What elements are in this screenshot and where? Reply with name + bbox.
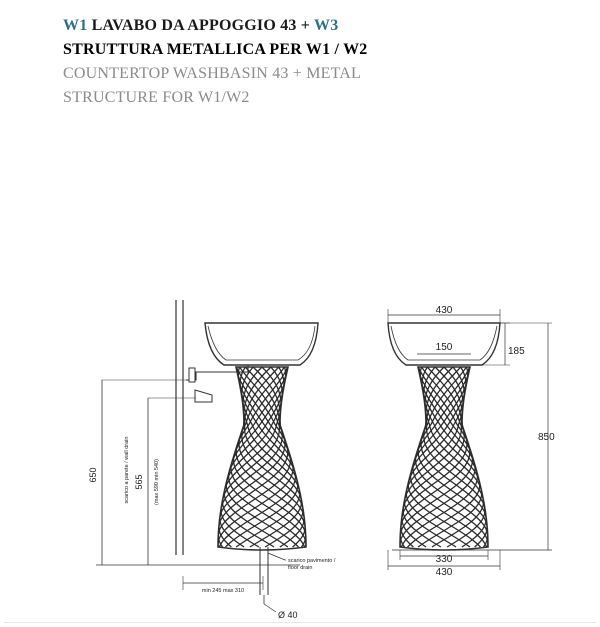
product-name-washbasin: LAVABO DA APPOGGIO 43 + [91, 17, 311, 34]
front-view [388, 309, 552, 570]
lattice-strand [411, 367, 487, 547]
min-max-label: min 245 max 310 [201, 588, 245, 594]
title-line-2: STRUTTURA METALLICA PER W1 / W2 [63, 41, 368, 58]
lattice-strand [219, 367, 295, 547]
dim-185-label: 185 [508, 346, 525, 357]
wall-drain-fitting [189, 368, 195, 382]
diameter-leader [264, 604, 276, 612]
title-line-3: COUNTERTOP WASHBASIN 43 + METAL [63, 65, 362, 82]
basin-side [205, 323, 318, 365]
dim-top-label: 430 [435, 305, 453, 316]
lattice-side [218, 367, 306, 547]
dim-565-label: 565 [134, 474, 144, 490]
title-line-4: STRUCTURE FOR W1/W2 [63, 89, 250, 106]
product-code-w3: W3 [314, 17, 339, 34]
page-bottom-rule [4, 622, 596, 623]
dim-850-label: 850 [538, 432, 555, 443]
siphon [195, 390, 212, 402]
product-code-w1: W1 [63, 17, 88, 34]
dim-565-note: (max 590 min 540) [154, 459, 160, 505]
dim-bowl-label: 150 [435, 342, 453, 353]
lattice-front [400, 367, 488, 547]
floor-drain-label: scarico pavimento / floor drain [288, 558, 336, 571]
diameter-label: Ø 40 [278, 610, 298, 620]
lattice-strand [229, 367, 305, 547]
dim-650-label: 650 [88, 467, 98, 483]
lattice-strand [401, 367, 477, 547]
dim-base-430-label: 430 [435, 567, 453, 578]
wall-drain-label: scarico a parete / wall drain [124, 436, 130, 504]
floor-drain-leader [268, 553, 286, 560]
dim-330-label: 330 [435, 554, 453, 565]
